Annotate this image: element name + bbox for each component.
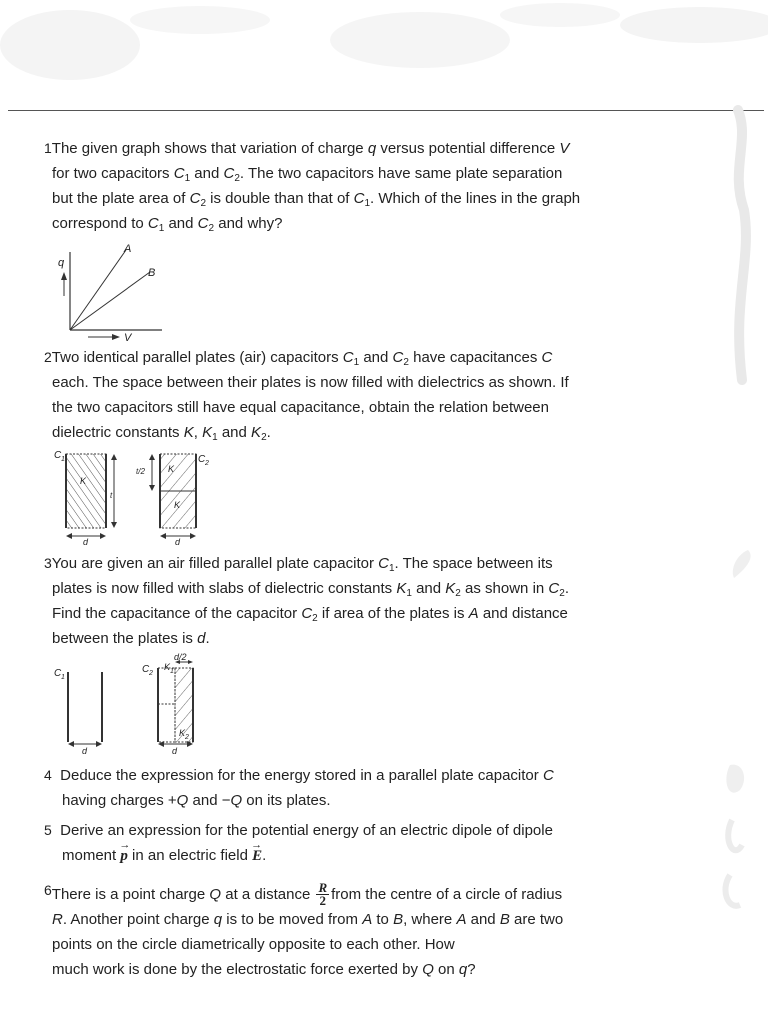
question-4: 4 Deduce the expression for the energy stored in a parallel plate capacitor C having charges +Q and −Q on its plates. xyxy=(44,767,554,809)
svg-text:C: C xyxy=(54,668,62,679)
svg-text:2: 2 xyxy=(185,734,189,741)
line-b xyxy=(70,272,150,330)
svg-text:C: C xyxy=(54,450,62,461)
r-over-2-fraction: $\frac{R}{2}$ xyxy=(318,880,328,908)
question-1: 1The given graph shows that variation of charge q versus potential difference V for two capacitors $C_1$ and $C_2$. The two capacitors have same plate separation but the plate area of $C_2$ is double than that of $C_1$. Which of the lines in the graph correspond to $C_1$ and $C_2$ and why? xyxy=(44,140,581,234)
question-5: 5 Derive an expression for the potential energy of an electric dipole of dipole moment → p in an electric field → E. xyxy=(44,818,624,869)
line-a xyxy=(70,250,126,330)
svg-text:d: d xyxy=(82,746,88,756)
margin-marks xyxy=(708,100,768,920)
svg-text:1: 1 xyxy=(170,668,174,675)
field-vector: → E xyxy=(252,844,262,869)
label-q: q xyxy=(58,257,65,269)
question-number: 2 xyxy=(44,349,52,365)
svg-text:t: t xyxy=(110,491,113,500)
question-number: 5 xyxy=(44,822,52,838)
svg-text:K: K xyxy=(179,728,186,738)
q-v-graph xyxy=(52,238,172,344)
svg-text:d: d xyxy=(172,746,178,756)
label-b: B xyxy=(148,267,156,279)
question-3: 3You are given an air filled parallel plate capacitor $C_1$. The space between its plates is now filled with slabs of dielectric constants $K_1$ and $K_2$ as shown in $C_2$. Find the capacitance of the capacitor $C_2$ if area of the plates is A and distance between the plates is d. xyxy=(44,555,569,647)
svg-text:2: 2 xyxy=(149,670,153,677)
svg-text:1: 1 xyxy=(61,674,65,681)
svg-text:d/2: d/2 xyxy=(174,652,187,662)
svg-text:K: K xyxy=(80,476,87,486)
svg-text:K: K xyxy=(168,464,175,474)
question-number: 4 xyxy=(44,767,52,783)
question-number: 6 xyxy=(44,882,52,898)
svg-text:1: 1 xyxy=(61,456,65,463)
label-v: V xyxy=(124,332,132,344)
svg-text:C: C xyxy=(142,664,150,675)
svg-text:t/2: t/2 xyxy=(136,467,145,476)
top-rule xyxy=(8,110,764,111)
dielectric-figure-q3 xyxy=(52,652,212,762)
svg-text:C: C xyxy=(198,454,206,465)
svg-text:d: d xyxy=(83,537,89,547)
question-2: 2Two identical parallel plates (air) capacitors $C_1$ and $C_2$ have capacitances C each. The space between their plates is now filled with dielectrics as shown. If the two capacitors still have equal capacitance, obtain the relation between dielectric constants K, $K_1$ and $K_2$. xyxy=(44,349,569,443)
dielectric-figure-q2 xyxy=(52,448,222,548)
dipole-vector: → p xyxy=(120,844,128,869)
question-6: 6There is a point charge Q at a distance $\frac{R}{2}$ from the centre of a circle of radius R. Another point charge q is to be moved from A to B, where A and B are two points on the circle diametrically opposite to each other. How much work is done by the electrostatic force exerted by Q on q? xyxy=(44,880,564,978)
svg-text:d: d xyxy=(175,537,181,547)
svg-text:2: 2 xyxy=(205,460,209,467)
label-a: A xyxy=(124,243,132,255)
svg-text:K: K xyxy=(174,500,181,510)
svg-text:K: K xyxy=(164,662,171,672)
question-number: 1 xyxy=(44,140,52,156)
question-number: 3 xyxy=(44,555,52,571)
faded-header-band xyxy=(0,0,768,100)
